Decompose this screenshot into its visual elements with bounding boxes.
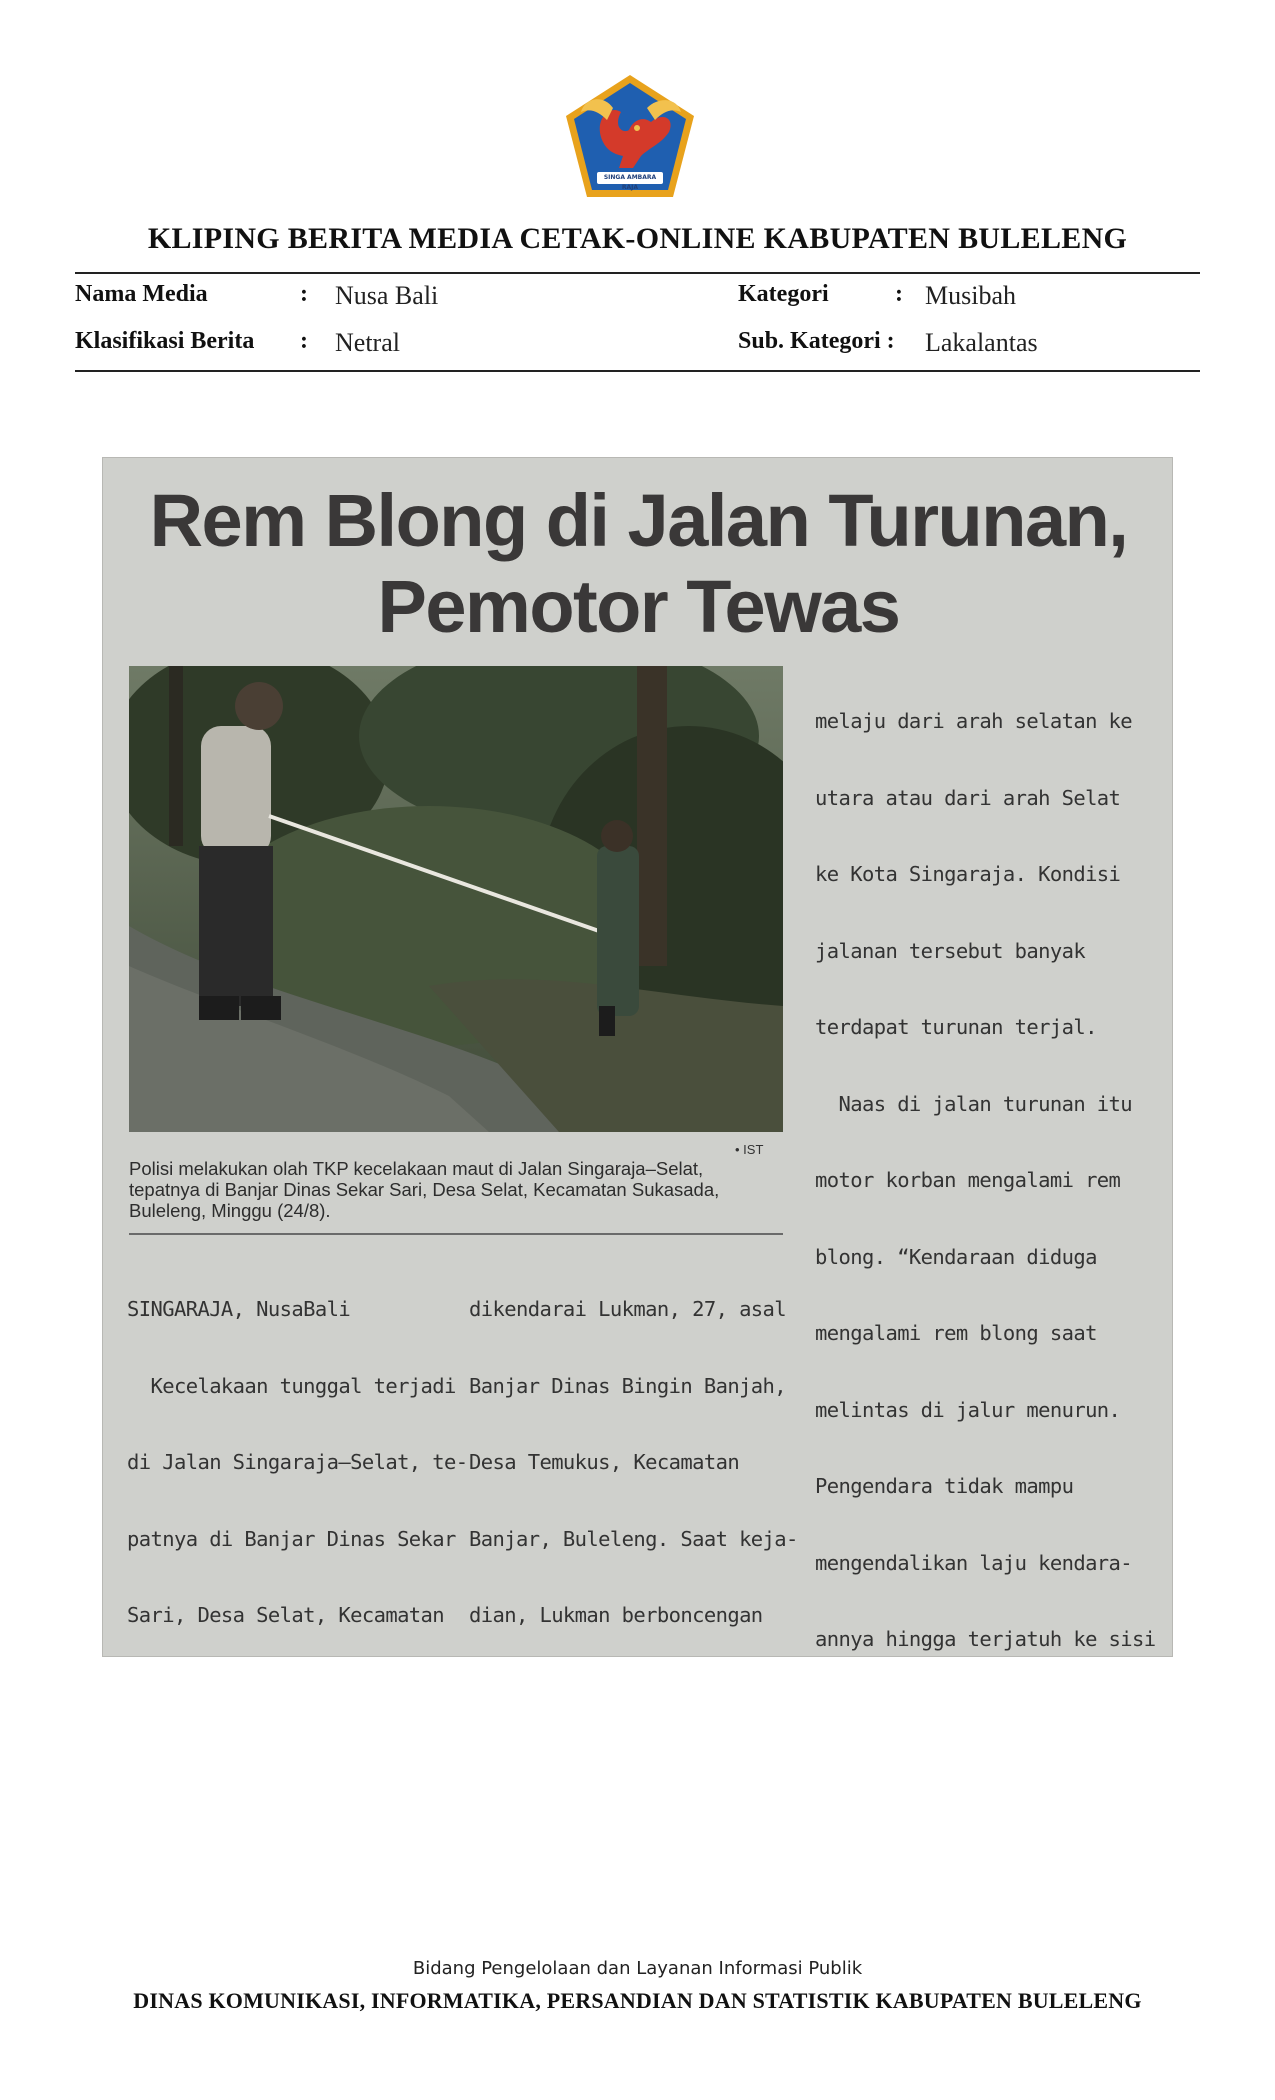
document-title: KLIPING BERITA MEDIA CETAK-ONLINE KABUPATEN BULELENG xyxy=(147,222,1128,255)
caption-divider xyxy=(129,1233,783,1235)
text-line: patnya di Banjar Dinas Sekar xyxy=(127,1526,456,1551)
header-bottom-divider xyxy=(75,370,1200,372)
klasifikasi-label: Klasifikasi Berita xyxy=(75,328,255,354)
photo-credit: • IST xyxy=(735,1142,764,1157)
photo-caption xyxy=(129,1158,789,1221)
text-line: SINGARAJA, NusaBali xyxy=(127,1297,351,1321)
text-line: dian, Lukman berboncengan xyxy=(469,1603,763,1627)
text-line: Naas di jalan turunan itu xyxy=(815,1091,1133,1116)
text-line: utara atau dari arah Selat xyxy=(815,785,1121,810)
footer-unit-name: Bidang Pengelolaan dan Layanan Informasi Publik xyxy=(412,1958,863,1979)
klasifikasi-value: Netral xyxy=(335,328,400,357)
kategori-value: Musibah xyxy=(925,281,1016,310)
kategori-label: Kategori xyxy=(738,281,829,307)
sub-kategori-value: Lakalantas xyxy=(925,328,1038,357)
text-line: blong. “Kendaraan diduga xyxy=(815,1244,1097,1269)
text-line: ke Kota Singaraja. Kondisi xyxy=(815,862,1121,886)
media-value: Nusa Bali xyxy=(335,281,439,310)
text-line: Banjar Dinas Bingin Banjah, xyxy=(469,1373,787,1398)
text-line: Banjar, Buleleng. Saat keja- xyxy=(469,1526,798,1551)
crest-motto: SINGA AMBARA RAJA xyxy=(603,174,657,191)
klasifikasi-colon: : xyxy=(300,328,308,354)
media-label: Nama Media xyxy=(75,281,208,307)
text-line: melaju dari arah selatan ke xyxy=(815,709,1133,733)
text-line: Kecelakaan tunggal terjadi xyxy=(127,1373,456,1398)
accident-scene-photo xyxy=(129,666,783,1132)
newspaper-clipping xyxy=(102,457,1173,1657)
text-line: mengalami rem blong saat xyxy=(815,1321,1097,1345)
headline-line-1: Rem Blong di Jalan Turunan, xyxy=(149,479,1128,562)
text-line: terdapat turunan terjal. xyxy=(815,1015,1097,1039)
headline-line-2: Pemotor Tewas xyxy=(377,565,900,648)
caption-line: tepatnya di Banjar Dinas Sekar Sari, Desa Selat, Kecamatan Sukasada, xyxy=(129,1179,720,1200)
caption-line: Polisi melakukan olah TKP kecelakaan maut di Jalan Singaraja–Selat, xyxy=(129,1158,704,1179)
buleleng-crest-logo xyxy=(563,72,697,200)
text-line: Sari, Desa Selat, Kecamatan xyxy=(127,1603,445,1627)
text-line: motor korban mengalami rem xyxy=(815,1168,1121,1192)
article-column-2 xyxy=(469,1246,810,1657)
kategori-colon: : xyxy=(895,281,903,307)
media-colon: : xyxy=(300,281,308,307)
text-line: Desa Temukus, Kecamatan xyxy=(469,1450,740,1474)
text-line: dikendarai Lukman, 27, asal xyxy=(469,1297,787,1321)
footer-agency-name: DINAS KOMUNIKASI, INFORMATIKA, PERSANDIAN DAN STATISTIK KABUPATEN BULELENG xyxy=(133,1988,1142,2013)
text-line: melintas di jalur menurun. xyxy=(815,1397,1121,1422)
text-line: jalanan tersebut banyak xyxy=(815,938,1086,963)
article-column-3 xyxy=(815,658,1167,1657)
caption-line: Buleleng, Minggu (24/8). xyxy=(129,1200,331,1221)
article-column-1 xyxy=(127,1246,468,1657)
text-line: Pengendara tidak mampu xyxy=(815,1474,1074,1498)
text-line: di Jalan Singaraja–Selat, te- xyxy=(127,1450,468,1474)
sub-kategori-label: Sub. Kategori : xyxy=(738,328,895,354)
text-line: annya hingga terjatuh ke sisi xyxy=(815,1627,1156,1651)
text-line: mengendalikan laju kendara- xyxy=(815,1550,1133,1575)
header-top-divider xyxy=(75,272,1200,274)
